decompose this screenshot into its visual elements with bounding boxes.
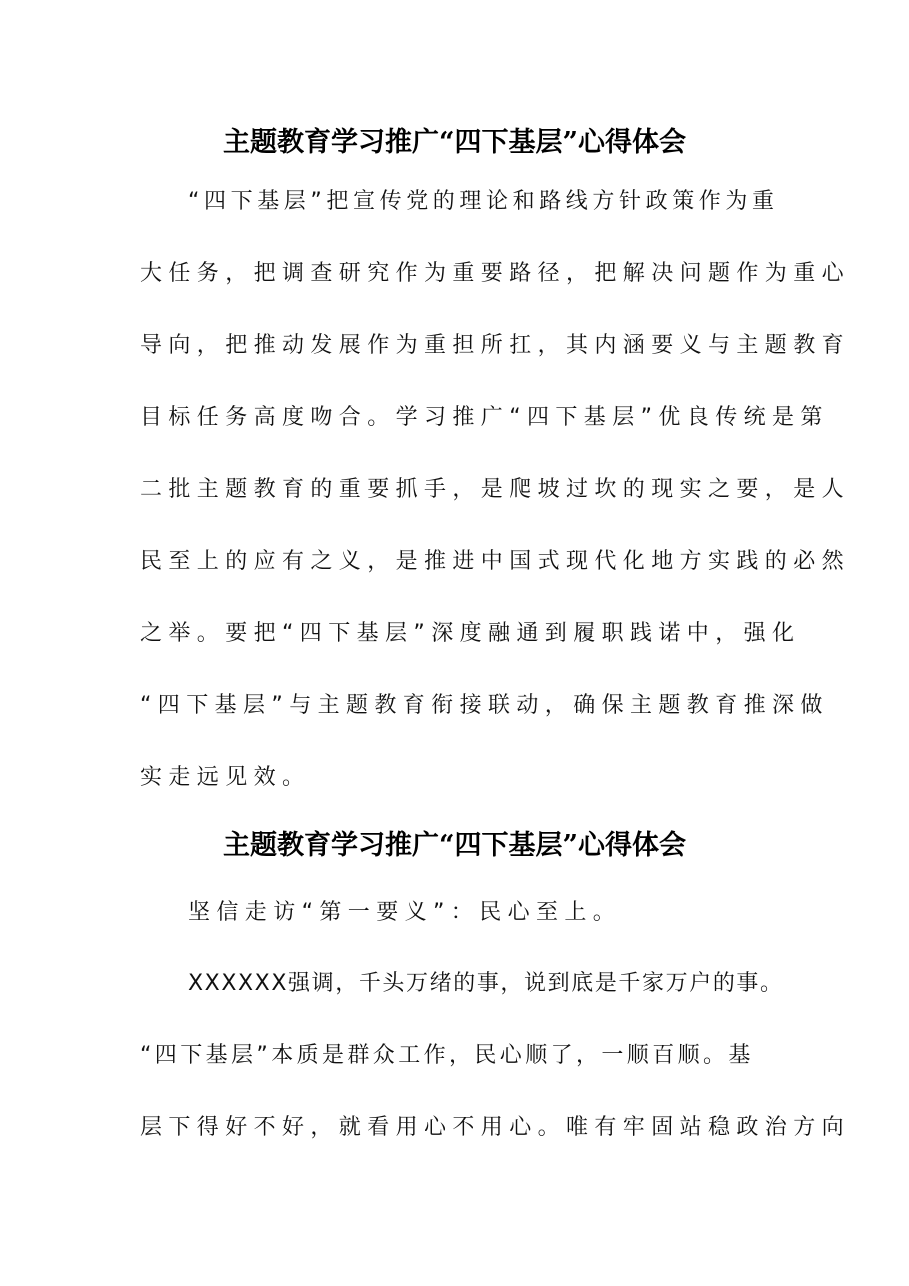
section-1-line-9: 实走远见效。 <box>140 765 311 790</box>
section-1-line-2: 大任务，把调查研究作为重要路径，把解决问题作为重心 <box>140 261 851 286</box>
section-1-line-7: 之举。要把“四下基层”深度融通到履职践诺中，强化 <box>140 621 801 646</box>
section-1-line-6: 民至上的应有之义，是推进中国式现代化地方实践的必然 <box>140 549 851 574</box>
section-1-title: 主题教育学习推广“四下基层”心得体会 <box>222 127 687 158</box>
section-1-line-4: 目标任务高度吻合。学习推广“四下基层”优良传统是第 <box>140 405 829 430</box>
section-1-line-1: “四下基层”把宣传党的理论和路线方针政策作为重 <box>188 189 779 214</box>
section-1-line-3: 导向，把推动发展作为重担所扛，其内涵要义与主题教育 <box>140 333 851 358</box>
section-2-line-4: 层下得好不好，就看用心不用心。唯有牢固站稳政治方向 <box>140 1115 851 1140</box>
section-1-line-5: 二批主题教育的重要抓手，是爬坡过坎的现实之要，是人 <box>140 477 851 502</box>
section-2-line-3: “四下基层”本质是群众工作，民心顺了，一顺百顺。基 <box>140 1043 754 1068</box>
section-1-line-8: “四下基层”与主题教育衔接联动，确保主题教育推深做 <box>140 693 829 718</box>
section-2-title: 主题教育学习推广“四下基层”心得体会 <box>222 830 687 861</box>
section-2-line-1: 坚信走访“第一要义”：民心至上。 <box>188 900 622 925</box>
section-2-line-2: XXXXXX强调，千头万绪的事，说到底是千家万户的事。 <box>188 971 784 996</box>
